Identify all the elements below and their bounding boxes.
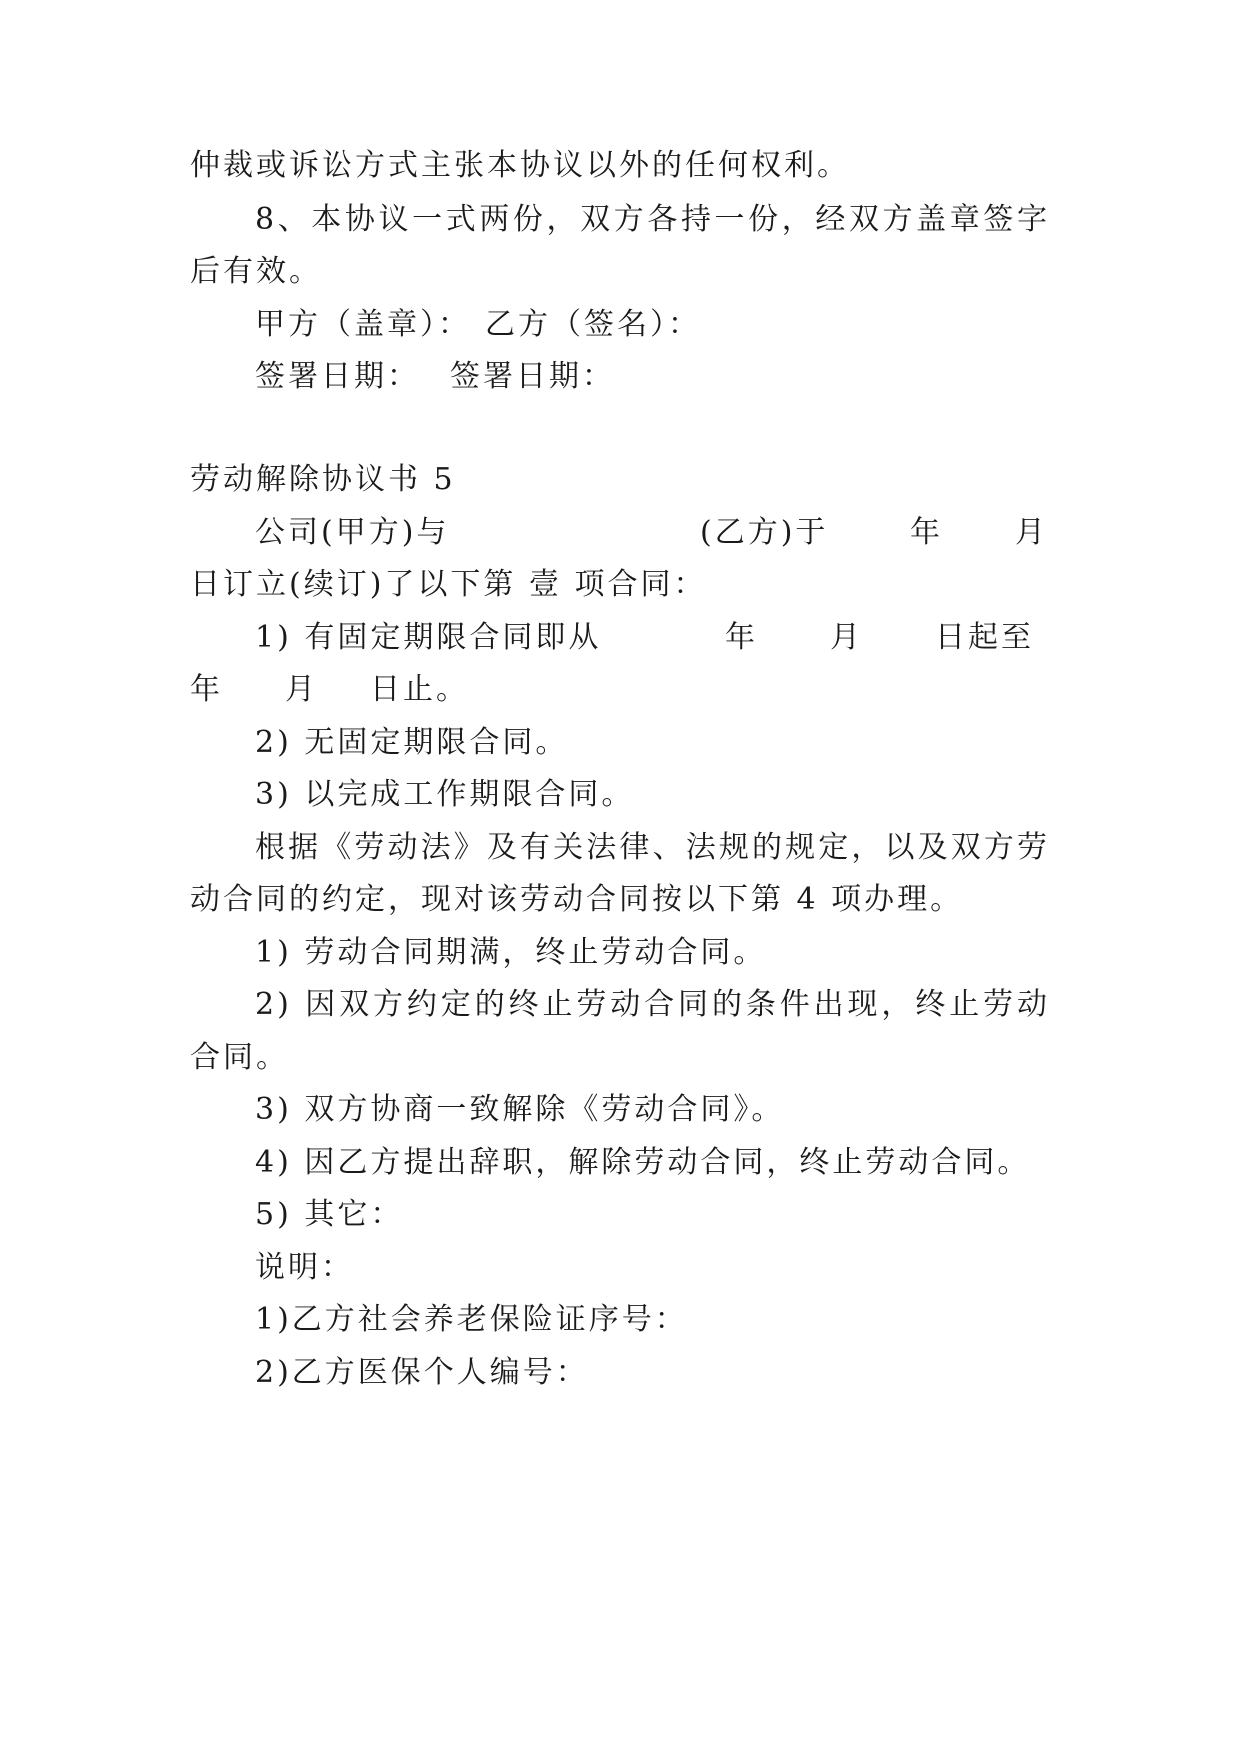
- text-line: 3) 以完成工作期限合同。: [255, 777, 635, 812]
- text-line: [255, 513, 1050, 553]
- text-line: 说明：: [255, 1250, 354, 1285]
- text-line: 动合同的约定，现对该劳动合同按以下第 4 项办理。: [190, 882, 964, 917]
- text-fragment: 日止。: [370, 672, 469, 707]
- party-b-label: 乙方（签名）：: [485, 307, 701, 342]
- text-fragment: 月: [285, 672, 318, 707]
- text-fragment: 公司(甲方)与: [255, 515, 450, 550]
- signature-line-party: [255, 305, 1050, 345]
- text-line: 合同。: [190, 1040, 289, 1075]
- text-line: 日订立(续订)了以下第 壹 项合同：: [190, 567, 707, 602]
- text-line: [255, 618, 1050, 658]
- text-line: [190, 670, 1050, 710]
- text-line: 5) 其它：: [255, 1197, 404, 1232]
- text-fragment: 月: [830, 620, 863, 655]
- text-line: 2) 无固定期限合同。: [255, 725, 569, 760]
- text-fragment: 日起至: [935, 620, 1034, 655]
- text-fragment: 1) 有固定期限合同即从: [255, 620, 602, 655]
- text-fragment: 年: [910, 515, 943, 550]
- text-line: 仲裁或诉讼方式主张本协议以外的任何权利。: [190, 148, 850, 183]
- text-fragment: 月: [1015, 515, 1048, 550]
- text-line: 1) 劳动合同期满，终止劳动合同。: [255, 935, 767, 970]
- section-heading: 劳动解除协议书 5: [190, 462, 456, 497]
- text-line: 3) 双方协商一致解除《劳动合同》。: [255, 1092, 785, 1127]
- text-fragment: 年: [725, 620, 758, 655]
- text-line: 4) 因乙方提出辞职，解除劳动合同，终止劳动合同。: [255, 1145, 1031, 1180]
- text-line: 根据《劳动法》及有关法律、法规的规定，以及双方劳: [255, 830, 1050, 865]
- text-fragment: (乙方)于: [700, 515, 829, 550]
- sign-date-label-a: 签署日期：: [255, 359, 420, 394]
- text-line: 1)乙方社会养老保险证序号：: [255, 1302, 688, 1337]
- text-line: 后有效。: [190, 254, 322, 289]
- text-line: 2) 因双方约定的终止劳动合同的条件出现，终止劳动: [255, 987, 1050, 1022]
- text-fragment: 年: [190, 672, 223, 707]
- sign-date-label-b: 签署日期：: [450, 359, 615, 394]
- signature-line-date: [255, 357, 1050, 397]
- text-line: 8、本协议一式两份，双方各持一份，经双方盖章签字: [255, 202, 1050, 237]
- party-a-label: 甲方（盖章）：: [255, 307, 471, 342]
- text-line: 2)乙方医保个人编号：: [255, 1355, 589, 1390]
